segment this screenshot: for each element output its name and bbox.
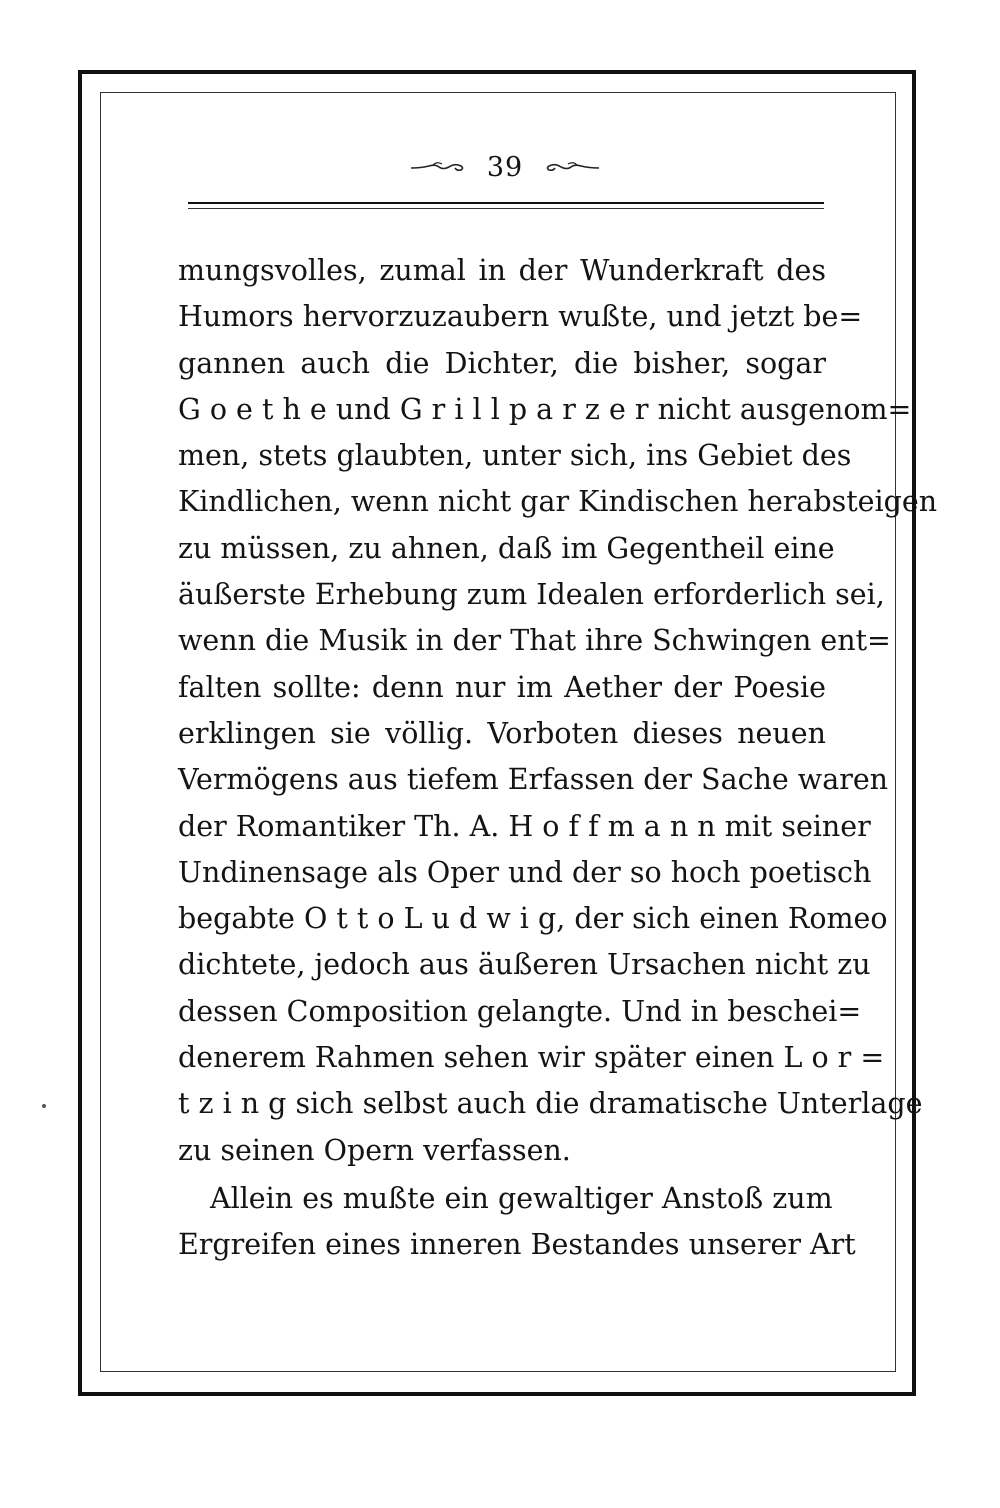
text-line: zu müssen, zu ahnen, daß im Gegentheil eine (178, 531, 835, 565)
text-line: zu seinen Opern verfassen. (178, 1133, 571, 1167)
right-ornament-icon (541, 159, 601, 175)
text-line: dessen Composition gelangte. Und in beschei= (178, 994, 862, 1028)
text-line: Kindlichen, wenn nicht gar Kindischen herabsteigen (178, 485, 938, 519)
text-line: mungsvolles, zumal in der Wunderkraft des (178, 254, 826, 287)
header-rule-thin (188, 208, 824, 209)
text-line: gannen auch die Dichter, die bisher, sogar (178, 346, 826, 380)
text-line: Vermögens aus tiefem Erfassen der Sache waren (178, 763, 889, 797)
text-line: Ergreifen eines inneren Bestandes unserer Art (178, 1228, 856, 1262)
text-line: äußerste Erhebung zum Idealen erforderlich sei, (178, 578, 885, 612)
text-line: t z i n g sich selbst auch die dramatische Unterlage (178, 1087, 923, 1121)
page-number: 39 (486, 151, 524, 183)
text-line: denerem Rahmen sehen wir später einen L o r = (178, 1041, 885, 1075)
margin-speck (42, 1104, 46, 1108)
paragraph-start-line: Allein es mußte ein gewaltiger Anstoß zum (210, 1181, 833, 1215)
text-line: falten sollte: denn nur im Aether der Poesie (178, 670, 826, 704)
left-ornament-icon (409, 159, 469, 175)
text-line: erklingen sie völlig. Vorboten dieses neuen (178, 716, 826, 750)
text-line: Undinensage als Oper und der so hoch poetisch (178, 855, 872, 889)
page-header (190, 145, 820, 189)
text-line: men, stets glaubten, unter sich, ins Gebiet des (178, 439, 852, 473)
text-line: wenn die Musik in der That ihre Schwingen ent= (178, 624, 891, 658)
text-line: dichtete, jedoch aus äußeren Ursachen nicht zu (178, 948, 871, 982)
body-text (178, 248, 938, 1269)
text-line: begabte O t t o L u d w i g, der sich einen Romeo (178, 902, 888, 936)
text-line: Humors hervorzuzaubern wußte, und jetzt be= (178, 300, 863, 334)
text-line: der Romantiker Th. A. H o f f m a n n mit seiner (178, 809, 871, 843)
text-line: G o e t h e und G r i l l p a r z e r nicht ausgenom= (178, 392, 912, 426)
header-rule-thick (188, 202, 824, 204)
